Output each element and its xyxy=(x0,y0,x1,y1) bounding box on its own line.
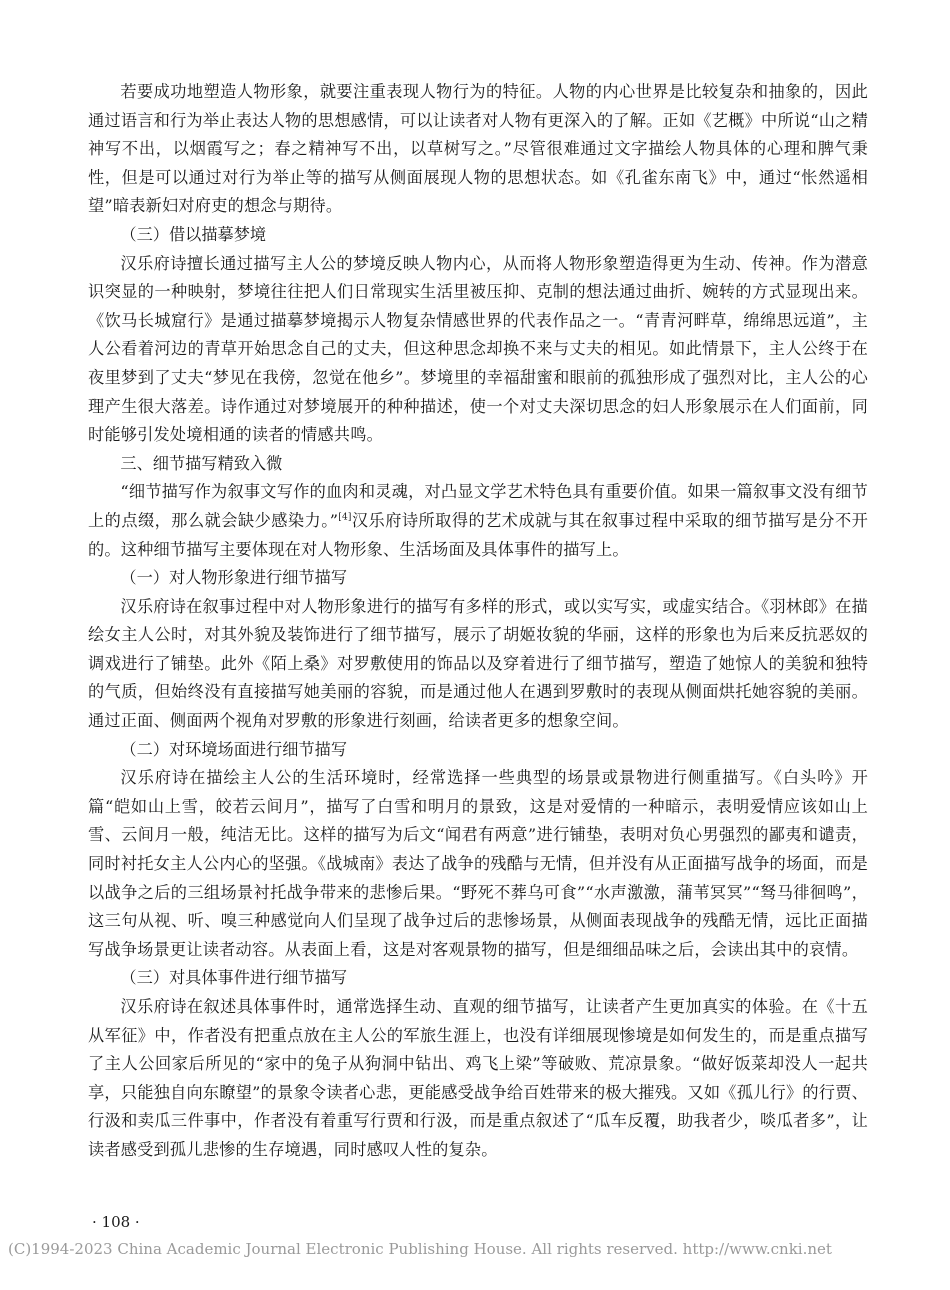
paragraph-event-detail: 汉乐府诗在叙述具体事件时，通常选择生动、直观的细节描写，让读者产生更加真实的体验。在《十五从军征》中，作者没有把重点放在主人公的军旅生涯上，也没有详细展现惨境是如何发生的，而是重点描写了主人公回家后所见的“家中的兔子从狗洞中钻出、鸡飞上梁”等破败、荒凉景象。“做好饭菜却没人一起共享，只能独自向东瞭望”的景象令读者心悲，更能感受战争给百姓带来的极大摧残。又如《孤儿行》的行贾、行汲和卖瓜三件事中，作者没有着重写行贾和行汲，而是重点叙述了“瓜车反覆，助我者少，啖瓜者多”，让读者感受到孤儿悲惨的生存境遇，同时感叹人性的复杂。 xyxy=(88,997,868,1159)
subheading-dream-description: （三）借以描摹梦境 xyxy=(120,224,267,244)
paragraph-character-detail: 汉乐府诗在叙事过程中对人物形象进行的描写有多样的形式，或以实写实，或虚实结合。《羽林郎》在描绘女主人公时，对其外貌及装饰进行了细节描写，展示了胡姬妆貌的华丽，这样的形象也为后来反抗恶奴的调戏进行了铺垫。此外《陌上桑》对罗敷使用的饰品以及穿着进行了细节描写，塑造了她惊人的美貌和独特的气质，但始终没有直接描写她美丽的容貌，而是通过他人在遇到罗敷时的表现从侧面烘托她容貌的美丽。通过正面、侧面两个视角对罗敷的形象进行刻画，给读者更多的想象空间。 xyxy=(88,596,868,731)
subheading-event-detail: （三）对具体事件进行细节描写 xyxy=(120,968,348,988)
subheading-character-detail: （一）对人物形象进行细节描写 xyxy=(120,568,348,588)
section-heading-detail-description: 三、细节描写精致入微 xyxy=(120,453,283,473)
subheading-environment-detail: （二）对环境场面进行细节描写 xyxy=(120,739,348,759)
paragraph-detail-intro xyxy=(88,478,868,564)
paragraph-character-behavior: 若要成功地塑造人物形象，就要注重表现人物行为的特征。人物的内心世界是比较复杂和抽象的，因此通过语言和行为举止表达人物的思想感情，可以让读者对人物有更深入的了解。正如《艺概》中所说“山之精神写不出，以烟霞写之；春之精神写不出，以草树写之。”尽管很难通过文字描绘人物具体的心理和脾气秉性，但是可以通过对行为举止等的描写从侧面展现人物的思想状态。如《孔雀东南飞》中，通过“怅然遥相望”暗表新妇对府吏的想念与期待。 xyxy=(88,82,868,216)
paragraph-environment-detail: 汉乐府诗在描绘主人公的生活环境时，经常选择一些典型的场景或景物进行侧重描写。《白头吟》开篇“皑如山上雪，皎若云间月”，描写了白雪和明月的景致，这是对爱情的一种暗示，表明爱情应该如山上雪、云间月一般，纯洁无比。这样的描写为后文“闻君有两意”进行铺垫，表明对负心男强烈的鄙夷和谴责，同时衬托女主人公内心的坚强。《战城南》表达了战争的残酷与无情，但并没有从正面描写战争的场面，而是以战争之后的三组场景衬托战争带来的悲惨后果。“野死不葬乌可食”“水声激激，蒲苇冥冥”“驽马徘徊鸣”，这三句从视、听、嗅三种感觉向人们呈现了战争过后的悲惨场景，从侧面表现战争的残酷无情，远比正面描写战争场景更让读者动容。从表面上看，这是对客观景物的描写，但是细细品味之后，会读出其中的哀情。 xyxy=(88,768,868,959)
copyright-notice: (C)1994-2023 China Academic Journal Electronic Publishing House. All rights reserved. http://www.cnki.net xyxy=(8,1240,832,1258)
citation-reference: [4] xyxy=(338,512,352,523)
detail-intro-quote: “细节描写作为叙事文写作的血肉和灵魂，对凸显文学艺术特色具有重要价值。如果一篇叙事文没有细节上的点缀，那么就会缺少感染力。” xyxy=(88,482,868,530)
page-number: · 108 · xyxy=(92,1213,140,1231)
detail-intro-rest: 汉乐府诗所取得的艺术成就与其在叙事过程中采取的细节描写是分不开的。这种细节描写主要体现在对人物形象、生活场面及具体事件的描写上。 xyxy=(88,510,869,559)
paragraph-dream-description: 汉乐府诗擅长通过描写主人公的梦境反映人物内心，从而将人物形象塑造得更为生动、传神。作为潜意识突显的一种映射，梦境往往把人们日常现实生活里被压抑、克制的想法通过曲折、婉转的方式显现出来。《饮马长城窟行》是通过描摹梦境揭示人物复杂情感世界的代表作品之一。“青青河畔草，绵绵思远道”，主人公看着河边的青草开始思念自己的丈夫，但这种思念却换不来与丈夫的相见。如此情景下，主人公终于在夜里梦到了丈夫“梦见在我傍，忽觉在他乡”。梦境里的幸福甜蜜和眼前的孤独形成了强烈对比，主人公的心理产生很大落差。诗作通过对梦境展开的种种描述，使一个对丈夫深切思念的妇人形象展示在人们面前，同时能够引发处境相通的读者的情感共鸣。 xyxy=(88,253,868,445)
article-body xyxy=(88,78,868,1165)
